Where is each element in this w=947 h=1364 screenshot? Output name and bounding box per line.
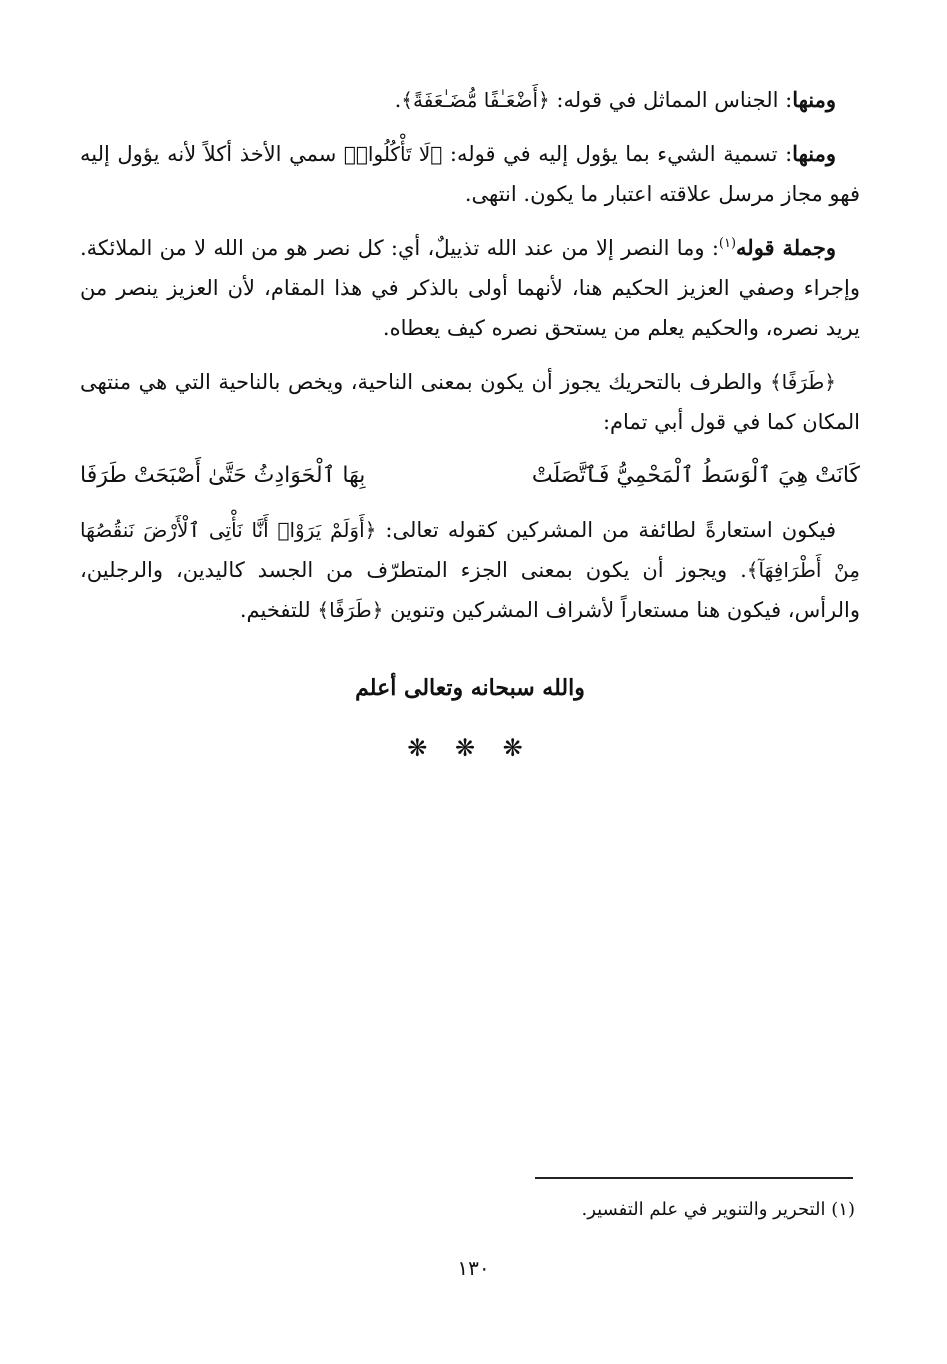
paragraph-lead: وجملة قوله <box>736 235 836 260</box>
quran-quote: ﴿أَوَلَمْ يَرَوْا۟ أَنَّا نَأْتِى ٱلْأَرْضَ نَنقُصُهَا مِنْ أَطْرَافِهَآ﴾ <box>80 518 860 582</box>
footnote-text: التحرير والتنوير في علم التفسير. <box>581 1199 826 1220</box>
paragraph-victory <box>80 228 860 348</box>
paragraph-end: سمي الأخذ أكلاً لأنه يؤول إليه فهو مجاز مرسل علاقته اعتبار ما يكون. انتهى. <box>80 142 860 206</box>
paragraph-metaphor <box>80 510 860 630</box>
footnote-reference[interactable]: (١) <box>718 236 737 251</box>
paragraph-lead: ومنها <box>792 141 836 166</box>
quran-quote: ﴿طَرَفًا﴾ <box>317 598 384 622</box>
page-body <box>80 80 860 768</box>
page-number: ١٣٠ <box>457 1256 490 1280</box>
paragraph-text: فيكون استعارةً لطائفة من المشركين كقوله تعالى: <box>376 518 836 542</box>
paragraph-text: : الجناس المماثل في قوله: <box>549 88 793 112</box>
poem-hemistich-second: بِهَا ٱلْحَوَادِثُ حَتَّىٰ أَصْبَحَتْ طَرَفَا <box>80 463 366 488</box>
paragraph-text: : وما النصر إلا من عند الله تذييلٌ، أي: كل نصر هو من الله لا من الملائكة. وإجراء وصفي العزيز الحكيم هنا، لأنهما أولى بالذكر في هذا المقام، لأن العزيز ينصر من يريد نصره، والحكيم يعلم من يستحق نصره كيف يعطاه. <box>80 236 860 340</box>
quran-quote: ﴿طَرَفًا﴾ <box>769 370 836 394</box>
paragraph-lead: ومنها <box>792 87 836 112</box>
poem-hemistich-first: كَانَتْ هِيَ ٱلْوَسَطُ ٱلْمَحْمِيُّ فَٱتَّصَلَتْ <box>531 463 860 488</box>
paragraph-taraf <box>80 362 860 442</box>
footnote-marker: (١) <box>831 1199 855 1220</box>
section-separator-stars: ❋ ❋ ❋ <box>407 734 533 762</box>
paragraph-text: للتفخيم. <box>239 598 318 622</box>
paragraph-naming <box>80 134 860 214</box>
footnote-divider <box>535 1177 853 1179</box>
paragraph-jinas <box>80 80 860 120</box>
paragraph-text: : تسمية الشيء بما يؤول إليه في قوله: <box>442 142 793 166</box>
quran-quote: ﴿لَا تَأْكُلُوا۟﴾ <box>343 142 443 166</box>
closing-phrase: والله سبحانه وتعالى أعلم <box>355 675 585 701</box>
footnote <box>155 1196 855 1224</box>
paragraph-text: والطرف بالتحريك يجوز أن يكون بمعنى الناحية، ويخص بالناحية التي هي منتهى المكان كما في قول أبي تمام: <box>80 370 860 434</box>
quran-quote: ﴿أَضْعَـٰفًا مُّضَـٰعَفَةً﴾ <box>401 88 550 112</box>
paragraph-end: . <box>394 88 402 112</box>
poem-verse <box>80 456 860 496</box>
paragraph-text: . ويجوز أن يكون بمعنى الجزء المتطرّف من الجسد كاليدين، والرجلين، والرأس، فيكون هنا مستعاراً لأشراف المشركين وتنوين <box>80 558 860 622</box>
